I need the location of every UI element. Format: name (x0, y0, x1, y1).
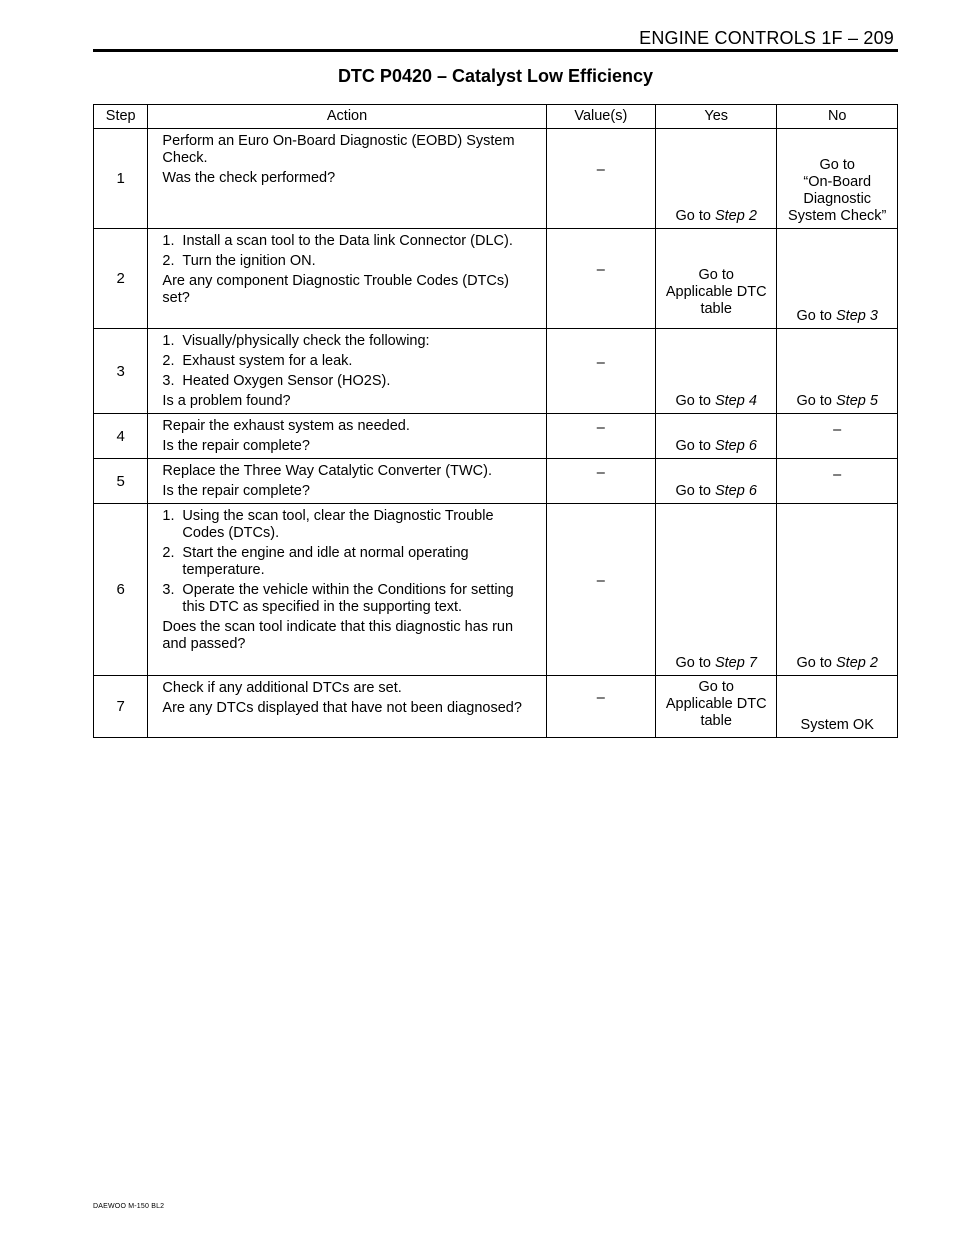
step-link[interactable]: Step 2 (836, 655, 878, 671)
yes-prefix: Go to (675, 208, 715, 224)
no-cell (777, 329, 898, 414)
item-number: 2. (162, 353, 175, 369)
action-item (162, 373, 535, 390)
value-text: – (596, 573, 605, 589)
item-number: 2. (162, 545, 175, 561)
no-cell (777, 676, 898, 738)
column-header-no: No (777, 105, 898, 129)
column-header-yes: Yes (655, 105, 776, 129)
item-number: 1. (162, 233, 175, 249)
no-text: “On-Board (803, 174, 872, 190)
table-row (94, 129, 898, 229)
no-prefix: Go to (796, 655, 836, 671)
table-row (94, 459, 898, 504)
step-number: 5 (94, 459, 148, 504)
action-question: Are any DTCs displayed that have not been diagnosed? (162, 700, 522, 716)
yes-cell (655, 459, 776, 504)
no-cell (777, 459, 898, 504)
item-text: Using the scan tool, clear the Diagnostic Trouble Codes (DTCs). (182, 508, 494, 541)
action-cell (148, 129, 546, 229)
step-number: 6 (94, 504, 148, 676)
yes-cell (655, 504, 776, 676)
step-number: 3 (94, 329, 148, 414)
yes-cell (655, 414, 776, 459)
value-cell (546, 329, 655, 414)
action-cell (148, 459, 546, 504)
item-text: Heated Oxygen Sensor (HO2S). (182, 373, 391, 389)
value-text: – (596, 162, 605, 178)
no-text: Diagnostic (803, 191, 872, 207)
yes-prefix: Go to (675, 655, 715, 671)
page-header (93, 26, 898, 52)
step-link[interactable]: Step 4 (714, 393, 757, 409)
no-prefix: Go to (796, 393, 836, 409)
action-text: Perform an Euro On-Board Diagnostic (EOBD) System Check. (162, 133, 515, 166)
step-number: 7 (94, 676, 148, 738)
yes-text: Go to (698, 679, 734, 695)
no-cell (777, 129, 898, 229)
step-number: 4 (94, 414, 148, 459)
item-number: 1. (162, 508, 175, 524)
action-text: Replace the Three Way Catalytic Converter (TWC). (162, 463, 492, 479)
action-text: Repair the exhaust system as needed. (162, 418, 410, 434)
action-cell (148, 329, 546, 414)
no-cell (777, 229, 898, 329)
yes-prefix: Go to (675, 483, 715, 499)
value-cell (546, 229, 655, 329)
column-header-step: Step (94, 105, 148, 129)
yes-text: table (700, 713, 732, 729)
step-number: 1 (94, 129, 148, 229)
table-row (94, 414, 898, 459)
step-link[interactable]: Step 5 (836, 393, 878, 409)
item-text: Exhaust system for a leak. (182, 353, 353, 369)
no-cell (777, 504, 898, 676)
yes-prefix: Go to (675, 393, 715, 409)
action-question: Is the repair complete? (162, 438, 310, 454)
action-cell (148, 229, 546, 329)
table-header-row (94, 105, 898, 129)
page-title: DTC P0420 – Catalyst Low Efficiency (337, 66, 654, 86)
value-text: – (596, 419, 605, 436)
value-cell (546, 459, 655, 504)
action-cell (148, 676, 546, 738)
item-number: 3. (162, 373, 175, 389)
no-prefix: Go to (796, 308, 836, 324)
action-item (162, 545, 535, 579)
item-text: Turn the ignition ON. (182, 253, 316, 269)
value-cell (546, 414, 655, 459)
action-item (162, 333, 535, 350)
column-header-values: Value(s) (546, 105, 655, 129)
value-text: – (596, 262, 605, 278)
action-item (162, 582, 535, 616)
step-link[interactable]: Step 3 (836, 308, 878, 324)
action-text: Check if any additional DTCs are set. (162, 680, 402, 696)
step-link[interactable]: Step 2 (714, 208, 757, 224)
item-number: 2. (162, 253, 175, 269)
item-number: 1. (162, 333, 175, 349)
yes-text: Applicable DTC (665, 696, 767, 712)
action-cell (148, 504, 546, 676)
item-text: Start the engine and idle at normal operating temperature. (182, 545, 469, 578)
table-row (94, 229, 898, 329)
value-text: – (596, 690, 605, 706)
column-header-action: Action (148, 105, 546, 129)
yes-cell (655, 129, 776, 229)
diagnostic-table (93, 104, 898, 738)
value-cell (546, 129, 655, 229)
no-text: Go to (819, 157, 855, 173)
table-row (94, 504, 898, 676)
action-item (162, 353, 535, 370)
action-item (162, 233, 535, 250)
no-cell (777, 414, 898, 459)
yes-cell (655, 676, 776, 738)
item-text: Visually/physically check the following: (182, 333, 430, 349)
action-question: Is the repair complete? (162, 483, 310, 499)
footer-code: DAEWOO M-150 BL2 (93, 1203, 165, 1210)
action-item (162, 253, 535, 270)
action-question: Are any component Diagnostic Trouble Codes (DTCs) set? (162, 273, 509, 306)
action-question: Was the check performed? (162, 170, 336, 186)
value-cell (546, 504, 655, 676)
step-number: 2 (94, 229, 148, 329)
yes-text: table (700, 301, 732, 317)
yes-prefix: Go to (675, 438, 715, 454)
action-item (162, 508, 535, 542)
yes-cell (655, 329, 776, 414)
table-row (94, 329, 898, 414)
step-link[interactable]: Step 6 (714, 483, 757, 499)
item-number: 3. (162, 582, 175, 598)
no-text: – (833, 466, 842, 483)
running-title: ENGINE CONTROLS 1F – 209 (639, 28, 894, 48)
value-text: – (596, 464, 605, 481)
step-link[interactable]: Step 6 (714, 438, 757, 454)
no-text: System OK (800, 717, 874, 733)
value-text: – (596, 354, 605, 371)
no-text: – (833, 421, 842, 438)
yes-text: Applicable DTC (665, 284, 767, 300)
table-row (94, 676, 898, 738)
value-cell (546, 676, 655, 738)
action-cell (148, 414, 546, 459)
action-question: Is a problem found? (162, 393, 291, 409)
item-text: Install a scan tool to the Data link Connector (DLC). (182, 233, 513, 249)
action-question: Does the scan tool indicate that this diagnostic has run and passed? (162, 619, 514, 652)
no-text: System Check” (788, 208, 887, 224)
yes-cell (655, 229, 776, 329)
yes-text: Go to (698, 267, 734, 283)
step-link[interactable]: Step 7 (714, 655, 757, 671)
item-text: Operate the vehicle within the Conditions for setting this DTC as specified in the supporting text. (182, 582, 514, 615)
